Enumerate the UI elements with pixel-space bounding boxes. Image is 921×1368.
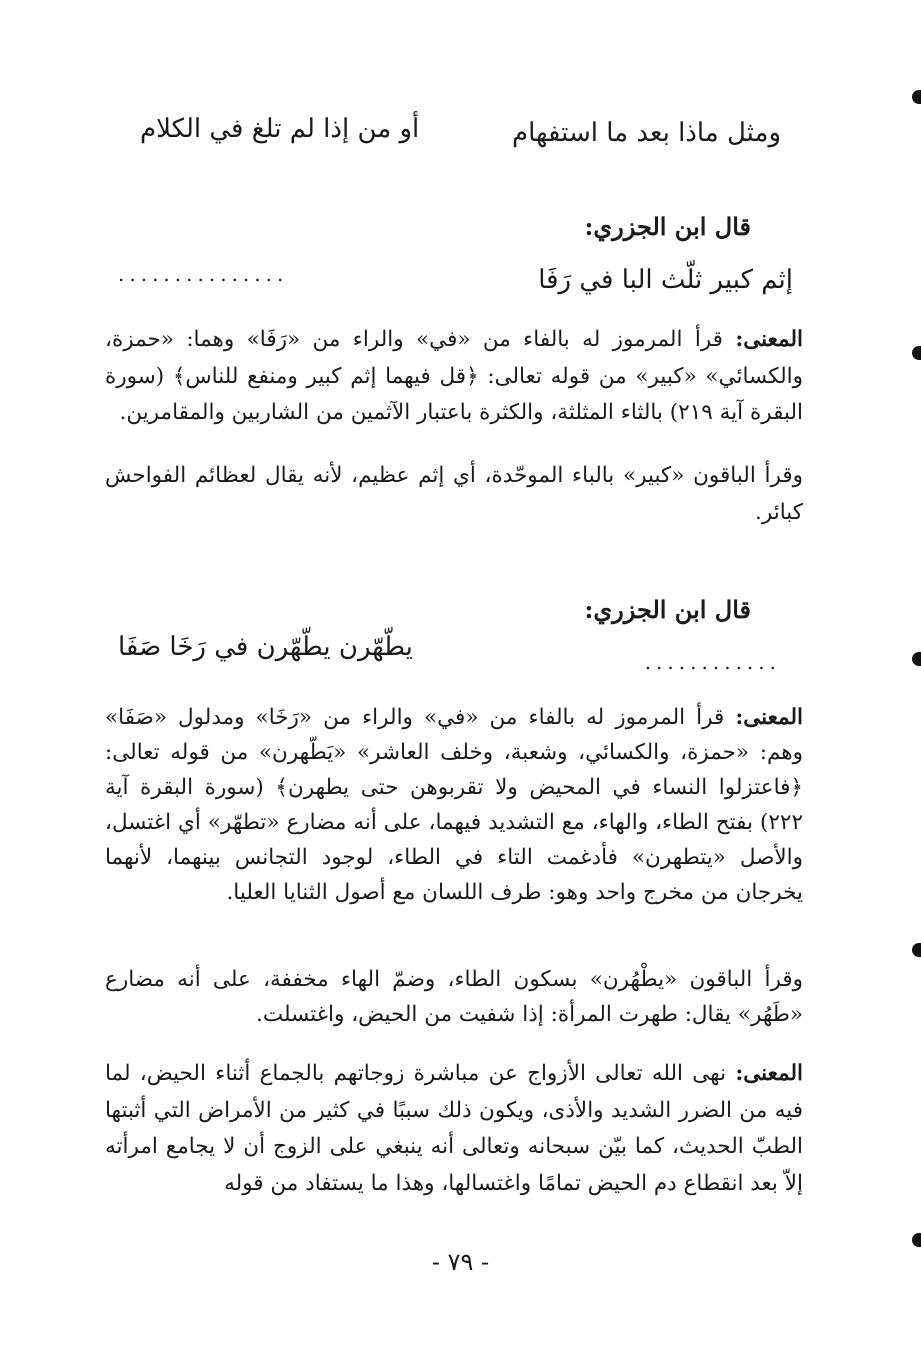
scan-edge-mark xyxy=(912,90,921,104)
scan-edge-mark xyxy=(912,943,921,957)
section2-para3-term: المعنى: xyxy=(735,1061,803,1086)
section2-paragraph-3 xyxy=(105,1056,803,1202)
section1-dots: ............... xyxy=(118,262,289,286)
section2-para3-body: نهى الله تعالى الأزواج عن مباشرة زوجاتهم بالجماع أثناء الحيض، لما فيه من الضرر الشديد والأذى، ويكون ذلك سببًا في كثير من الأمراض التي أثبتها الطبّ الحديث، كما بيّن سبحانه وتعالى أنه ينبغي على الزوج أن لا يجامع امرأته إلاّ بعد انقطاع دم الحيض تمامًا واغتسالها، وهذا ما يستفاد من قوله xyxy=(105,1061,803,1196)
section1-heading: قال ابن الجزري: xyxy=(584,212,751,241)
section2-verse: يطّهّرن يطّهّرن في رَخَا صَفَا xyxy=(118,632,413,662)
section1-verse: إثم كبير ثلّث البا في رَفَا xyxy=(538,265,793,295)
section2-para1-term: المعنى: xyxy=(735,705,803,730)
section1-para1-body: قرأ المرموز له بالفاء من «في» والراء من «رَفَا» وهما: «حمزة، والكسائي» «كبير» من قوله تعالى: ﴿قل فيهما إثم كبير ومنفع للناس﴾ (سورة البقرة آية ٢١٩) بالثاء المثلثة، والكثرة باعتبار الآثمين من الشاربين والمقامرين. xyxy=(105,327,803,425)
section2-paragraph-1 xyxy=(105,700,803,910)
section2-para1-body: قرأ المرموز له بالفاء من «في» والراء من «رَخَا» ومدلول «صَفَا» وهم: «حمزة، والكسائي، وشعبة، وخلف العاشر» «يَطّهرن» من قوله تعالى: ﴿فاعتزلوا النساء في المحيض ولا تقربوهن حتى يطهرن﴾ (سورة البقرة آية ٢٢٢) بفتح الطاء، والهاء، مع التشديد فيهما، على أنه مضارع «تطهّر» أي اغتسل، والأصل «يتطهرن» فأدغمت التاء في الطاء، لوجود التجانس بينهما، لأنهما يخرجان من مخرج واحد وهو: طرف اللسان مع أصول الثنايا العليا. xyxy=(105,705,803,905)
section2-dots: ............ xyxy=(644,650,781,674)
section1-para1-term: المعنى: xyxy=(735,327,803,352)
section2-heading: قال ابن الجزري: xyxy=(584,595,751,624)
scan-edge-mark xyxy=(912,652,921,666)
section2-paragraph-2: وقرأ الباقون «يطْهُرن» بسكون الطاء، وضمّ الهاء مخففة، على أنه مضارع «طَهُر» يقال: طهرت المرأة: إذا شفيت من الحيض، واغتسلت. xyxy=(105,967,803,1027)
verse-right-hemistich: ومثل ماذا بعد ما استفهام xyxy=(511,118,781,148)
scan-edge-mark xyxy=(912,1233,921,1247)
verse-left-hemistich: أو من إذا لم تلغ في الكلام xyxy=(140,114,420,144)
scan-edge-mark xyxy=(912,346,921,360)
page-number: - ٧٩ - xyxy=(431,1248,490,1276)
section1-paragraph-1 xyxy=(105,322,803,432)
section1-paragraph-2: وقرأ الباقون «كبير» بالباء الموحّدة، أي إثم عظيم، لأنه يقال لعظائم الفواحش كبائر. xyxy=(105,463,803,525)
